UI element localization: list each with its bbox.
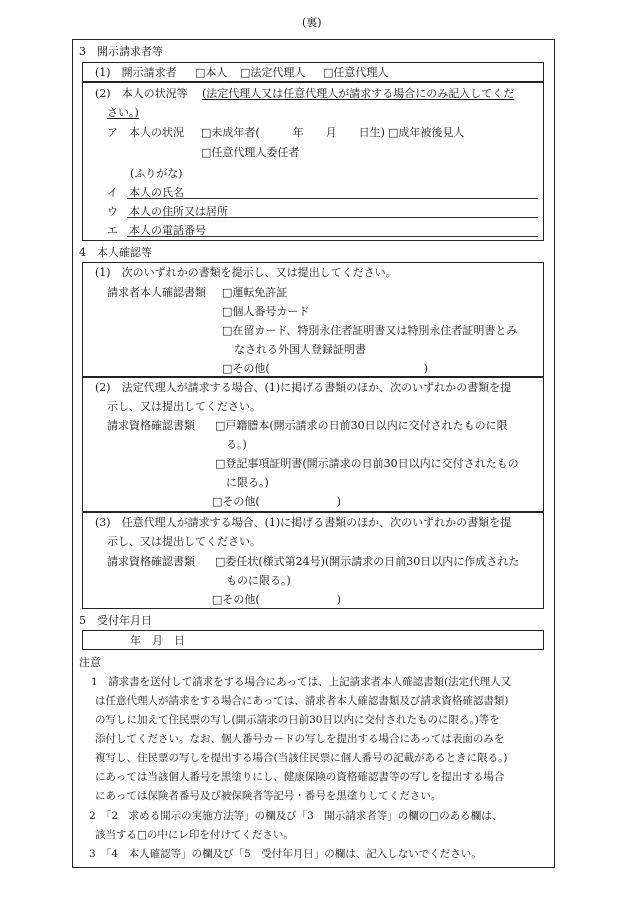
checkbox-my-number-card[interactable]: □個人番号カード <box>222 305 310 318</box>
section3-item2-label: (2) 本人の状況等 <box>95 87 188 100</box>
phone-field[interactable] <box>127 236 538 237</box>
checkbox-voluntary-representative[interactable]: □任意代理人 <box>323 66 389 79</box>
address-label: ウ 本人の住所又は居所 <box>107 205 228 218</box>
section3-item2-note-line1: (法定代理人又は任意代理人が請求する場合にのみ記入してくだ <box>202 87 515 100</box>
note1-line: 1 請求書を送付して請求をする場合にあっては、上記請求者本人確認書類(法定代理人又 <box>91 676 512 688</box>
note1-line: 添付してください。なお、個人番号カードの写しを提出する場合にあっては表面のみを <box>95 733 505 745</box>
registry-certificate-continuation: に限る。) <box>226 476 269 489</box>
power-of-attorney-continuation: ものに限る。) <box>226 574 291 587</box>
section4-item2-text-line2: 示し、又は提出してください。 <box>107 400 261 413</box>
section3-title: 3 開示請求者等 <box>79 45 163 58</box>
checkbox-residence-card[interactable]: □在留カード、特別永住者証明書又は特別永住者証明書とみ <box>222 324 518 337</box>
note1-line: 複写し、住民票の写しを提出する場合(当該住民票に個人番号の記載があるときに限る。) <box>95 752 508 764</box>
section4-item3-text-line2: 示し、又は提出してください。 <box>107 535 261 548</box>
name-field[interactable] <box>127 198 538 199</box>
notes-heading: 注意 <box>79 656 101 669</box>
family-register-continuation: る。) <box>226 438 247 451</box>
note1-line: は任意代理人が請求をする場合にあっては、請求者本人確認書類及び請求資格確認書類) <box>95 695 509 707</box>
page-marker: (裏) <box>302 16 322 29</box>
address-field[interactable] <box>127 217 538 218</box>
receipt-date-text: 年 月 日 <box>130 634 185 647</box>
residence-card-continuation: なされる外国人登録証明書 <box>234 343 366 356</box>
note2-line: 該当する□の中にレ印を付けてください。 <box>95 829 294 841</box>
note1-line: の写しに加えて住民票の写し(開示請求の日前30日以内に交付されたものに限る。)等を <box>95 714 500 726</box>
furigana-label: (ふりがな) <box>130 167 183 180</box>
checkbox-adult-ward[interactable]: □成年被後見人 <box>388 126 465 139</box>
section4-item1-text: (1) 次のいずれかの書類を提示し、又は提出してください。 <box>95 266 397 279</box>
checkbox-legal-other[interactable]: □その他( ) <box>212 495 341 508</box>
section4-item2-text-line1: (2) 法定代理人が請求する場合、(1)に掲げる書類のほか、次のいずれかの書類を提 <box>95 381 512 394</box>
checkbox-legal-representative[interactable]: □法定代理人 <box>240 66 306 79</box>
section4-item1-doc-label: 請求者本人確認書類 <box>107 286 206 299</box>
note1-line: にあっては保険者番号及び被保険者等記号・番号を黒塗りしてください。 <box>95 790 442 802</box>
checkbox-self[interactable]: □本人 <box>195 66 228 79</box>
note2-line: 2 「2 求める開示の実施方法等」の欄及び「3 開示請求者等」の欄の□のある欄は、 <box>89 810 503 822</box>
section4-item1-box <box>82 262 544 377</box>
section4-item2-doc-label: 請求資格確認書類 <box>107 419 195 432</box>
checkbox-power-of-attorney[interactable]: □委任状(様式第24号)(開示請求の日前30日以内に作成された <box>215 555 520 568</box>
note1-line: にあっては当該個人番号を黒塗りにし、健康保険の資格確認書等の写しを提出する場合 <box>95 771 505 783</box>
name-label: イ 本人の氏名 <box>107 186 184 199</box>
section4-item3-text-line1: (3) 任意代理人が請求する場合、(1)に掲げる書類のほか、次のいずれかの書類を提 <box>95 516 512 529</box>
phone-label: エ 本人の電話番号 <box>107 224 206 237</box>
section5-title: 5 受付年月日 <box>79 614 152 627</box>
note3-line: 3 「4 本人確認等」の欄及び「5 受付年月日」の欄は、記入しないでください。 <box>89 848 482 860</box>
section3-item1-label: (1) 開示請求者 <box>95 66 177 79</box>
status-label: ア 本人の状況 <box>107 126 184 139</box>
checkbox-family-register[interactable]: □戸籍謄本(開示請求の日前30日以内に交付されたものに限 <box>215 419 508 432</box>
section4-item2-box <box>82 377 544 512</box>
checkbox-proxy-principal[interactable]: □任意代理人委任者 <box>201 146 300 159</box>
section3-item2-note-line2: さい。) <box>107 106 139 119</box>
checkbox-identity-other[interactable]: □その他( ) <box>222 362 428 375</box>
checkbox-drivers-license[interactable]: □運転免許証 <box>222 286 288 299</box>
checkbox-registry-certificate[interactable]: □登記事項証明書(開示請求の日前30日以内に交付されたもの <box>215 457 519 470</box>
checkbox-minor[interactable]: □未成年者( 年 月 日生) <box>201 126 385 139</box>
section4-title: 4 本人確認等 <box>79 246 152 259</box>
section4-item3-doc-label: 請求資格確認書類 <box>107 555 195 568</box>
checkbox-voluntary-other[interactable]: □その他( ) <box>212 593 341 606</box>
